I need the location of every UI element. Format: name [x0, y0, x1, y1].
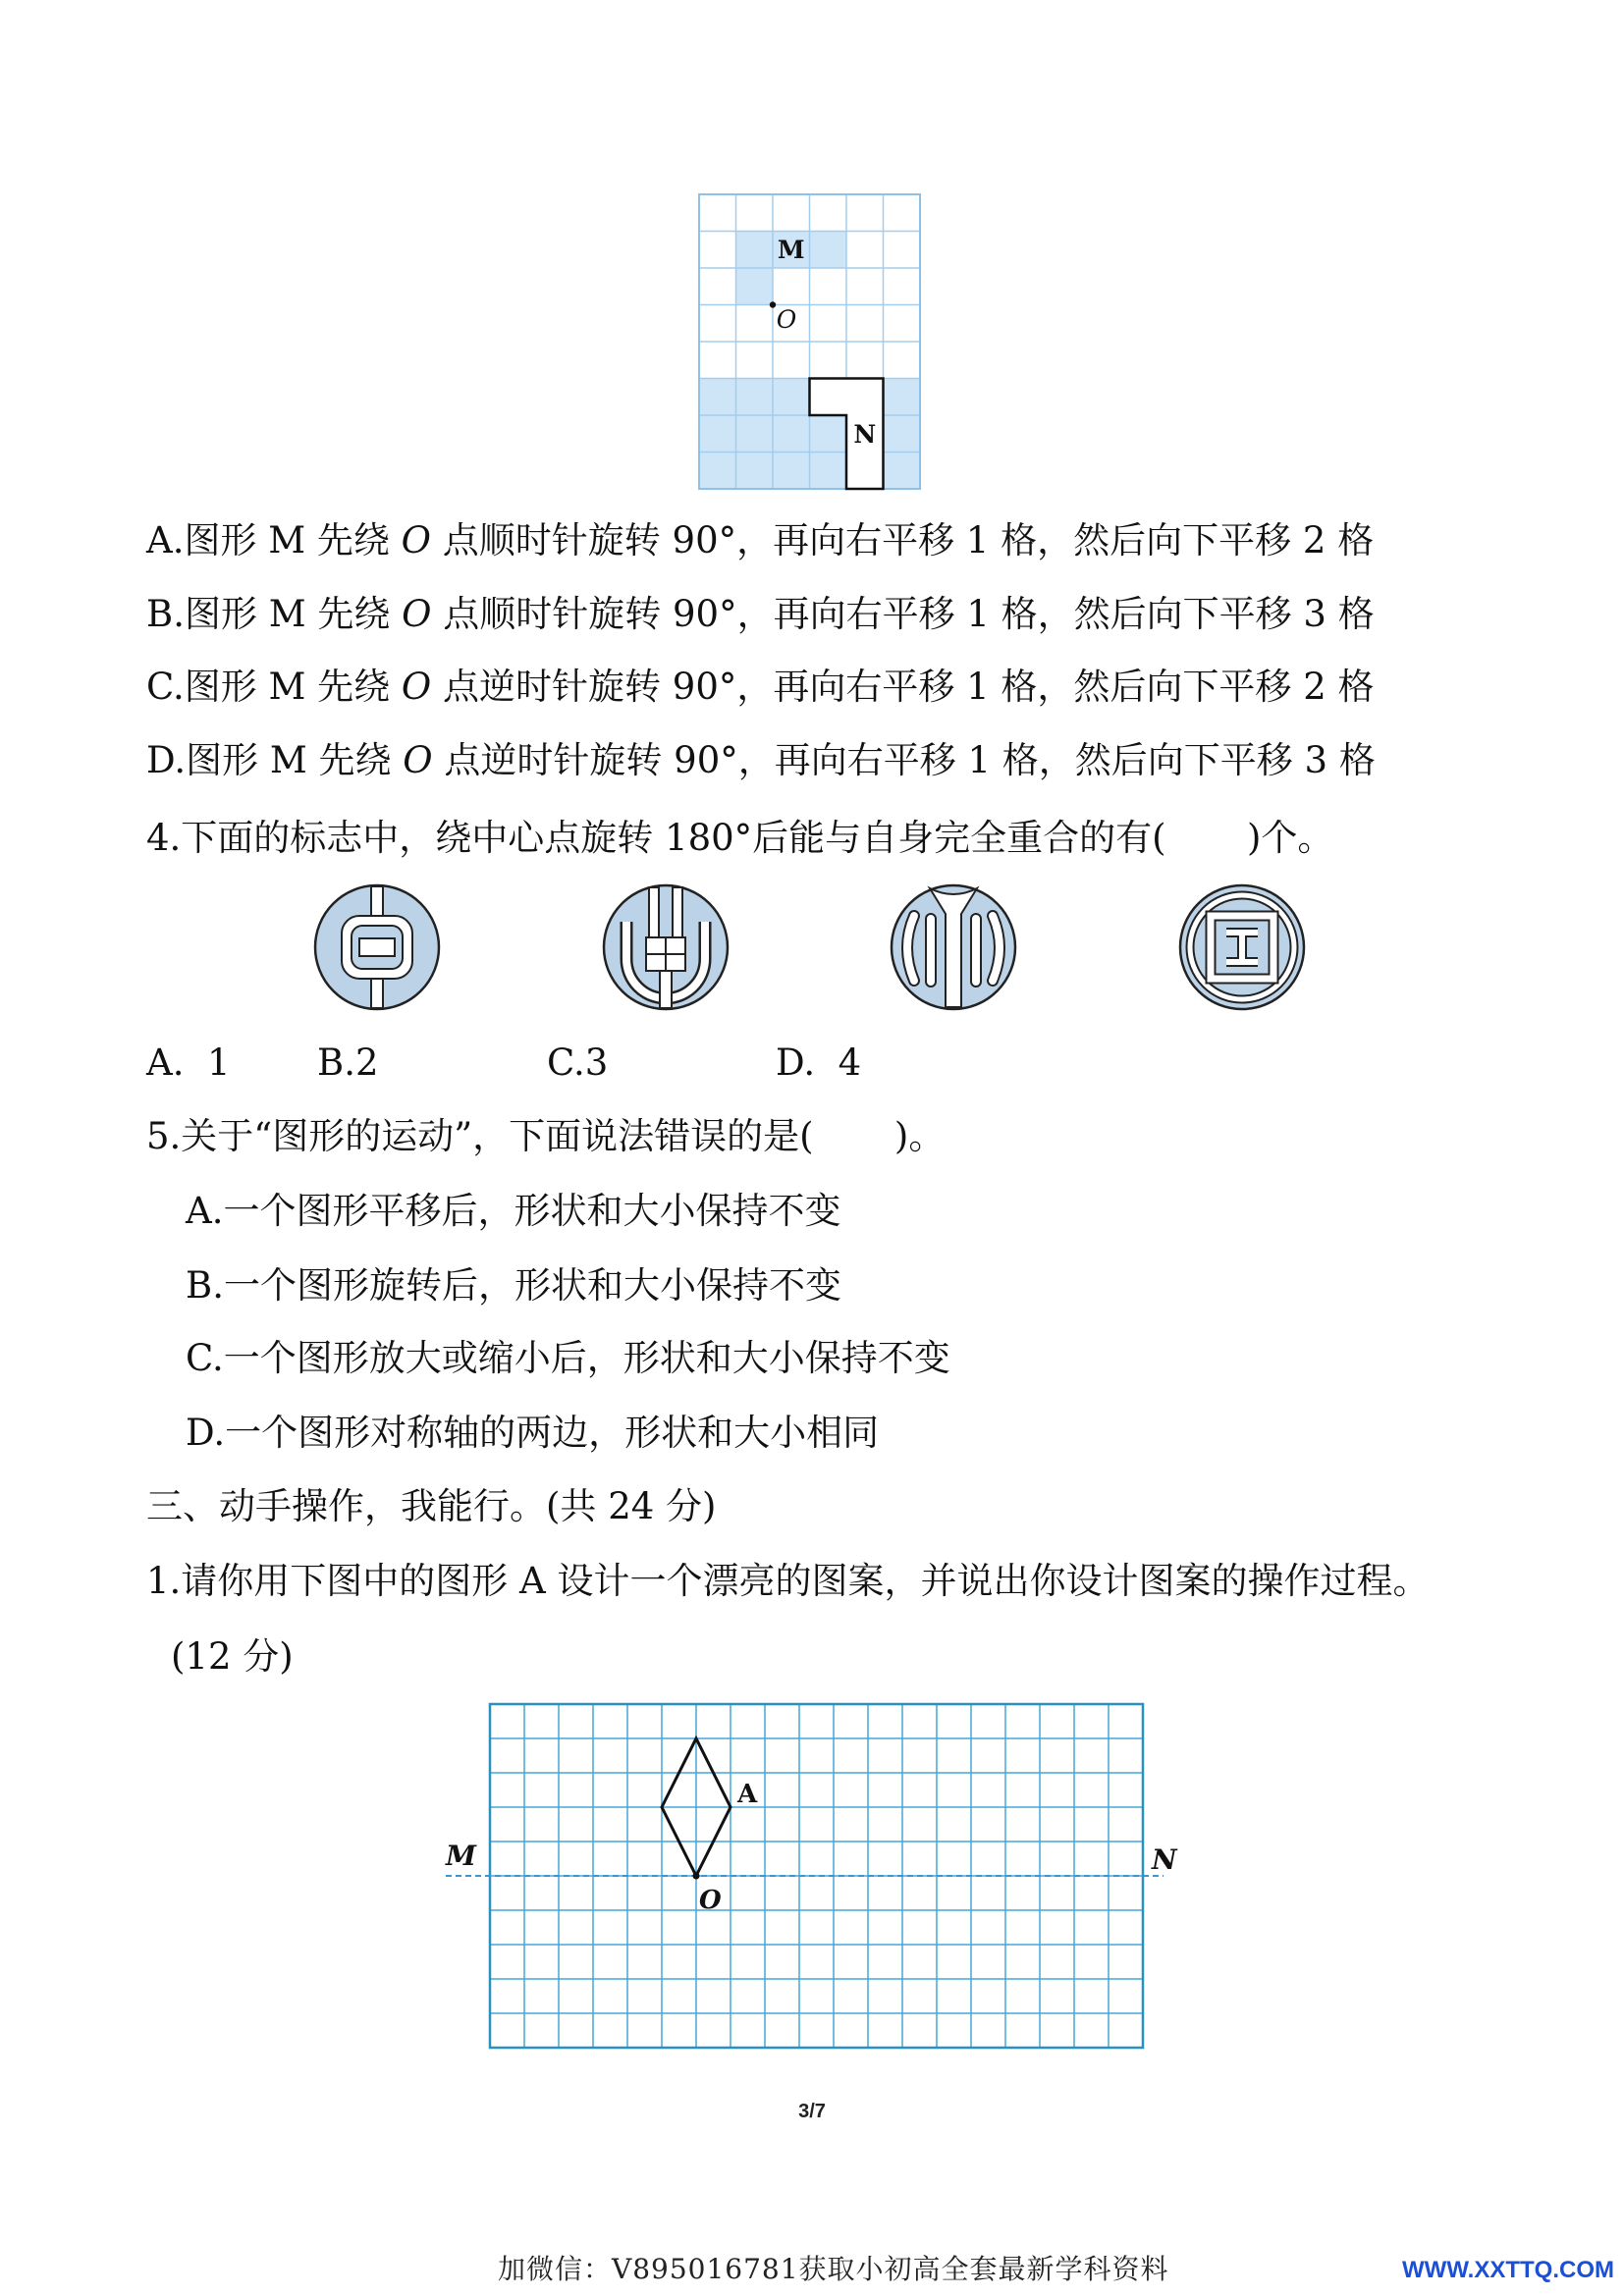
- shape-m-shading: [736, 268, 774, 305]
- q3-option-d: [146, 739, 1376, 782]
- q4-option-d: D. 4: [776, 1041, 862, 1084]
- point-o-variable: O: [403, 739, 433, 781]
- q3-option-c: [146, 666, 1375, 709]
- point-o-dot: [770, 301, 776, 307]
- page-number: 3/7: [798, 2101, 826, 2122]
- shape-m-label: M: [777, 236, 805, 264]
- q5-option-a: A.一个图形平移后，形状和大小保持不变: [186, 1190, 841, 1232]
- q4-option-b: B.2: [317, 1041, 379, 1084]
- option-text: 点顺时针旋转 90°，再向右平移 1 格，然后向下平移 2 格: [431, 519, 1375, 561]
- q3-option-b: [146, 593, 1375, 636]
- q4-question: 4.下面的标志中，绕中心点旋转 180°后能与自身完全重合的有( )个。: [146, 817, 1334, 859]
- pattern-grid-figure: [432, 1688, 1188, 2066]
- q4-option-c: C.3: [547, 1041, 609, 1084]
- point-o-variable: O: [401, 519, 431, 561]
- q5-option-b: B.一个图形旋转后，形状和大小保持不变: [186, 1264, 841, 1307]
- logo-center-rect: [359, 938, 395, 956]
- rotation-grid-figure: [697, 192, 923, 492]
- point-o-dot: [693, 1873, 700, 1880]
- option-text: B.图形 M 先绕: [146, 593, 403, 635]
- option-text: 点逆时针旋转 90°，再向右平移 1 格，然后向下平移 2 格: [431, 666, 1375, 708]
- logo-2-wheat-field-icon: [597, 879, 734, 1016]
- option-text: D.图形 M 先绕: [146, 739, 404, 781]
- logo-3-pillar-icon: [885, 879, 1022, 1016]
- section3-q1-score: (12 分): [171, 1635, 294, 1678]
- section3-q1: 1.请你用下图中的图形 A 设计一个漂亮的图案，并说出你设计图案的操作过程。: [146, 1560, 1430, 1602]
- footer-site-link[interactable]: WWW.XXTTQ.COM: [1402, 2257, 1614, 2283]
- footer-watermark-text: 加微信：V895016781获取小初高全套最新学科资料: [498, 2253, 1169, 2285]
- q3-option-a: [146, 519, 1374, 562]
- logo-inner-bar-left: [926, 914, 936, 987]
- option-text: A.图形 M 先绕: [146, 519, 402, 561]
- q4-option-a: A. 1: [146, 1041, 231, 1084]
- option-text: 点顺时针旋转 90°，再向右平移 1 格，然后向下平移 3 格: [431, 593, 1375, 635]
- point-o-variable: O: [401, 666, 432, 708]
- logo-4-gong-square-icon: [1173, 879, 1311, 1016]
- logo-stem-right: [673, 887, 682, 942]
- q5-question: 5.关于“图形的运动”，下面说法错误的是( )。: [146, 1115, 946, 1157]
- shape-a-label: A: [737, 1780, 758, 1809]
- point-o-label: O: [776, 305, 797, 334]
- logo-1-coin-icon: [308, 879, 446, 1016]
- option-text: C.图形 M 先绕: [146, 666, 402, 708]
- logo-stem-left: [649, 887, 659, 942]
- axis-m-label: M: [446, 1840, 476, 1872]
- logo-root-bar: [660, 971, 672, 1008]
- section-heading: 三、动手操作，我能行。(共 24 分): [146, 1485, 717, 1527]
- axis-n-label: N: [1152, 1843, 1177, 1876]
- option-text: 点逆时针旋转 90°，再向右平移 1 格，然后向下平移 3 格: [432, 739, 1376, 781]
- point-o-label: O: [699, 1886, 722, 1915]
- point-o-variable: O: [402, 593, 432, 635]
- shape-n-label: N: [853, 420, 877, 449]
- q5-option-c: C.一个图形放大或缩小后，形状和大小保持不变: [186, 1337, 950, 1379]
- logo-inner-bar-right: [971, 914, 981, 987]
- q5-option-d: D.一个图形对称轴的两边，形状和大小相同: [186, 1412, 880, 1454]
